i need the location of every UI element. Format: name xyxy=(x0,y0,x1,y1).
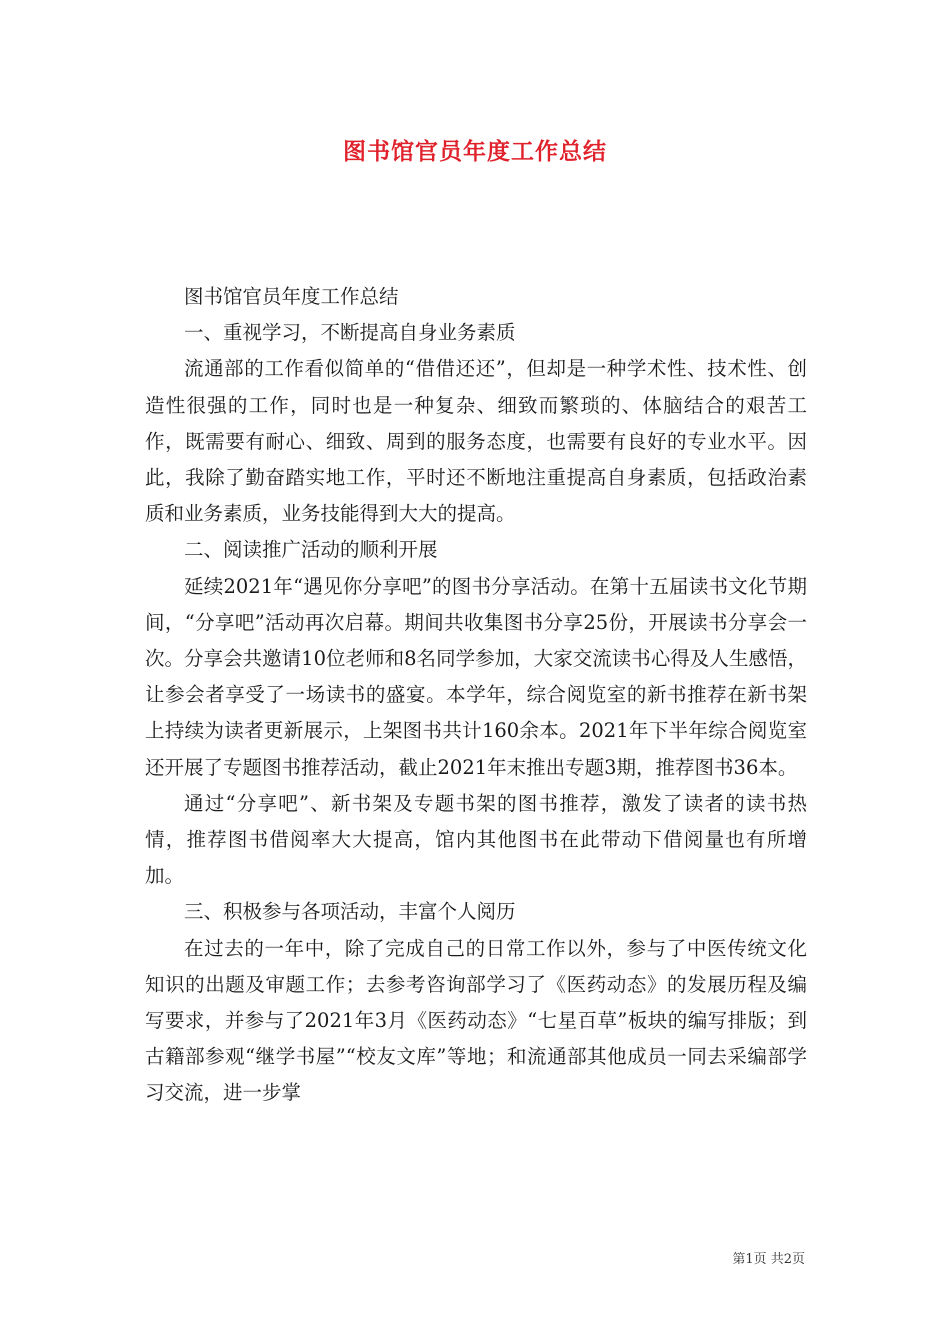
paragraph: 在过去的一年中，除了完成自己的日常工作以外，参与了中医传统文化知识的出题及审题工作；去参考咨询部学习了《医药动态》的发展历程及编写要求，并参与了2021年3月《医药动态》“七星百草”板块的编写排版；到古籍部参观“继学书屋”“校友文库”等地；和流通部其他成员一同去采编部学习交流，进一步掌 xyxy=(145,936,807,1105)
document-body xyxy=(145,279,807,1112)
paragraph: 流通部的工作看似简单的“借借还还”，但却是一种学术性、技术性、创造性很强的工作，同时也是一种复杂、细致而繁琐的、体脑结合的艰苦工作，既需要有耐心、细致、周到的服务态度，也需要有良好的专业水平。因此，我除了勤奋踏实地工作，平时还不断地注重提高自身素质，包括政治素质和业务素质，业务技能得到大大的提高。 xyxy=(145,357,807,526)
document-title: 图书馆官员年度工作总结 xyxy=(343,138,607,165)
paragraph: 图书馆官员年度工作总结 xyxy=(184,285,399,308)
paragraph: 通过“分享吧”、新书架及专题书架的图书推荐，激发了读者的读书热情，推荐图书借阅率大大提高，馆内其他图书在此带动下借阅量也有所增加。 xyxy=(145,791,807,888)
section-heading: 二、阅读推广活动的顺利开展 xyxy=(184,538,438,562)
section-heading: 三、积极参与各项活动，丰富个人阅历 xyxy=(184,900,516,924)
page-number: 第1页 共2页 xyxy=(732,1252,805,1267)
paragraph: 延续2021年“遇见你分享吧”的图书分享活动。在第十五届读书文化节期间，“分享吧”活动再次启幕。期间共收集图书分享25份，开展读书分享会一次。分享会共邀请10位老师和8名同学参加，大家交流读书心得及人生感悟，让参会者享受了一场读书的盛宴。本学年，综合阅览室的新书推荐在新书架上持续为读者更新展示，上架图书共计160余本。2021年下半年综合阅览室还开展了专题图书推荐活动，截止2021年末推出专题3期，推荐图书36本。 xyxy=(145,574,807,779)
section-heading: 一、重视学习，不断提高自身业务素质 xyxy=(184,321,516,345)
